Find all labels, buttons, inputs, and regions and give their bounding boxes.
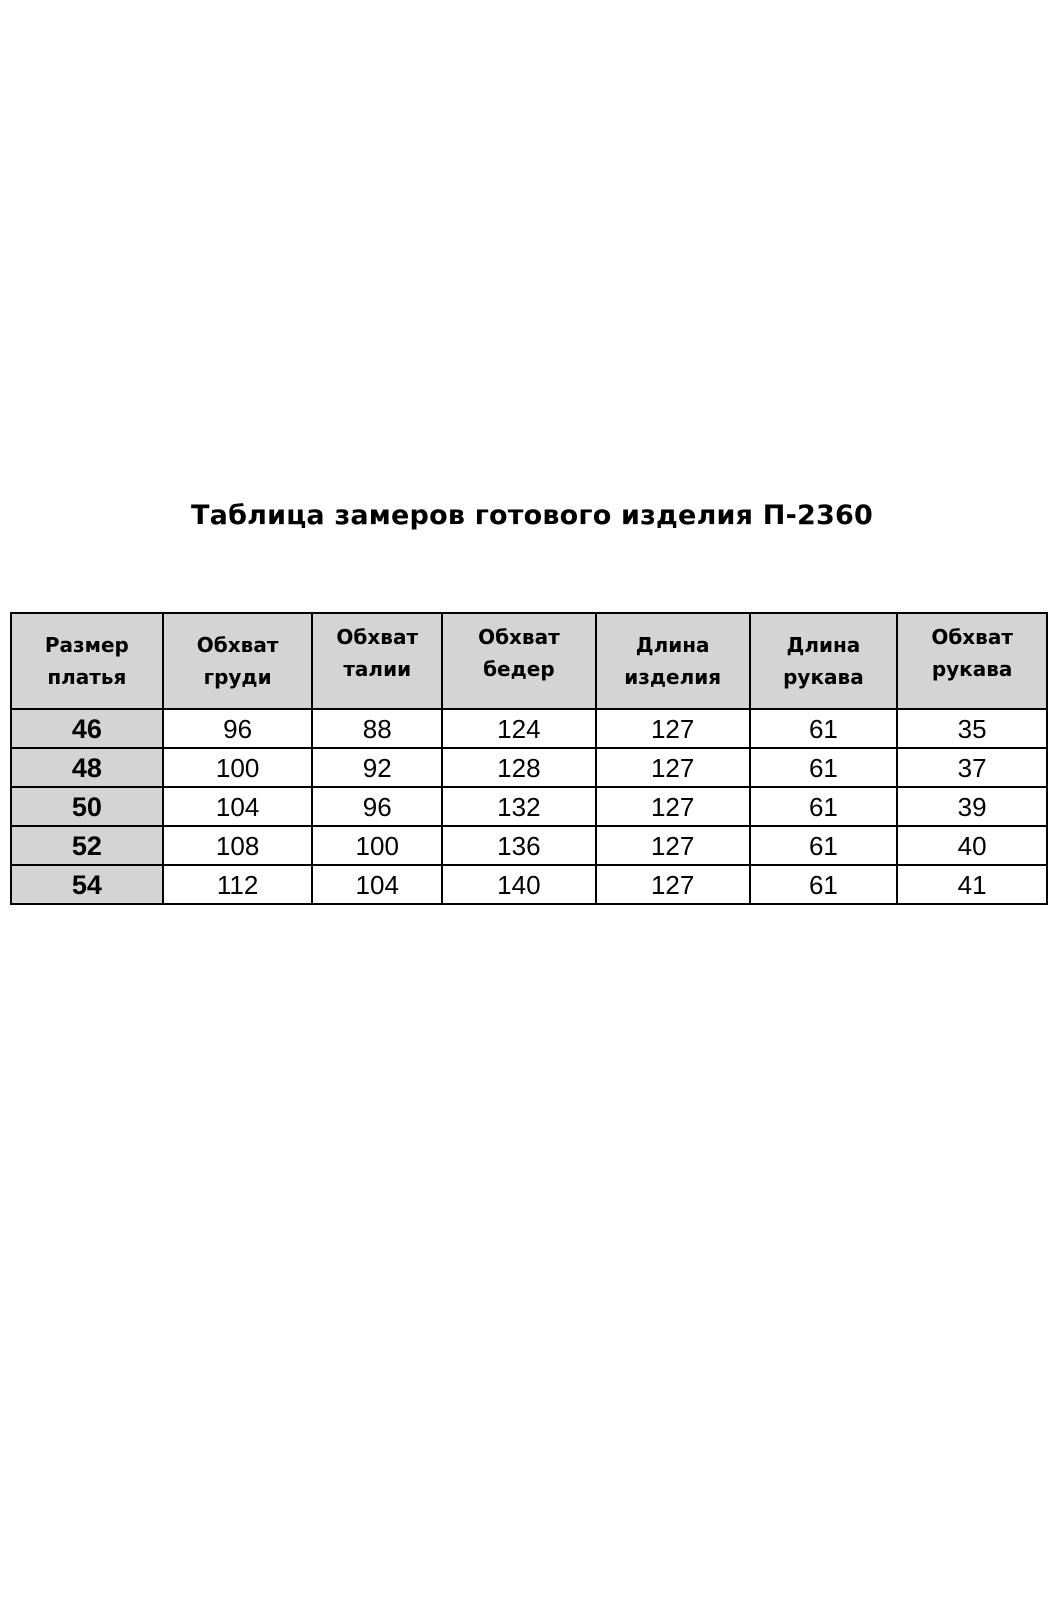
sleeve-girth-cell: 35 bbox=[897, 709, 1047, 748]
chest-cell: 108 bbox=[163, 826, 313, 865]
header-size-line1: Размер bbox=[44, 633, 129, 657]
header-sleeve-length bbox=[750, 613, 898, 709]
chest-cell: 104 bbox=[163, 787, 313, 826]
header-waist-line2: талии bbox=[343, 657, 412, 681]
table-row bbox=[11, 709, 1047, 748]
hips-cell: 124 bbox=[442, 709, 596, 748]
sleeve-girth-cell: 37 bbox=[897, 748, 1047, 787]
size-cell: 52 bbox=[11, 826, 163, 865]
header-sleeve-girth-line1: Обхват bbox=[931, 625, 1013, 649]
sleeve-girth-cell: 41 bbox=[897, 865, 1047, 904]
header-hips-line2: бедер bbox=[483, 657, 555, 681]
sleeve-girth-cell: 39 bbox=[897, 787, 1047, 826]
header-chest bbox=[163, 613, 313, 709]
table-row bbox=[11, 865, 1047, 904]
length-cell: 127 bbox=[596, 865, 750, 904]
size-table bbox=[10, 612, 1048, 905]
length-cell: 127 bbox=[596, 709, 750, 748]
table-row bbox=[11, 748, 1047, 787]
size-cell: 54 bbox=[11, 865, 163, 904]
length-cell: 127 bbox=[596, 826, 750, 865]
hips-cell: 132 bbox=[442, 787, 596, 826]
page-title: Таблица замеров готового изделия П-2360 bbox=[191, 500, 873, 531]
hips-cell: 136 bbox=[442, 826, 596, 865]
header-hips bbox=[442, 613, 596, 709]
header-length bbox=[596, 613, 750, 709]
waist-cell: 92 bbox=[312, 748, 442, 787]
header-sleeve-girth bbox=[897, 613, 1047, 709]
size-cell: 50 bbox=[11, 787, 163, 826]
size-cell: 46 bbox=[11, 709, 163, 748]
length-cell: 127 bbox=[596, 787, 750, 826]
header-size-line2: платья bbox=[47, 665, 127, 689]
table-row bbox=[11, 826, 1047, 865]
header-size bbox=[11, 613, 163, 709]
header-waist-line1: Обхват bbox=[336, 625, 419, 649]
chest-cell: 96 bbox=[163, 709, 313, 748]
header-chest-line2: груди bbox=[203, 665, 272, 689]
sleeve-length-cell: 61 bbox=[750, 709, 898, 748]
table-row bbox=[11, 787, 1047, 826]
sleeve-girth-cell: 40 bbox=[897, 826, 1047, 865]
header-hips-line1: Обхват bbox=[478, 625, 560, 649]
header-sleeve-length-line1: Длина bbox=[786, 633, 861, 657]
length-cell: 127 bbox=[596, 748, 750, 787]
waist-cell: 96 bbox=[312, 787, 442, 826]
chest-cell: 112 bbox=[163, 865, 313, 904]
waist-cell: 100 bbox=[312, 826, 442, 865]
header-sleeve-length-line2: рукава bbox=[783, 665, 864, 689]
hips-cell: 128 bbox=[442, 748, 596, 787]
waist-cell: 104 bbox=[312, 865, 442, 904]
waist-cell: 88 bbox=[312, 709, 442, 748]
header-row bbox=[11, 613, 1047, 709]
header-chest-line1: Обхват bbox=[196, 633, 279, 657]
sleeve-length-cell: 61 bbox=[750, 865, 898, 904]
header-length-line2: изделия bbox=[624, 665, 722, 689]
size-cell: 48 bbox=[11, 748, 163, 787]
sleeve-length-cell: 61 bbox=[750, 787, 898, 826]
header-length-line1: Длина bbox=[635, 633, 710, 657]
hips-cell: 140 bbox=[442, 865, 596, 904]
header-sleeve-girth-line2: рукава bbox=[931, 657, 1013, 681]
sleeve-length-cell: 61 bbox=[750, 826, 898, 865]
chest-cell: 100 bbox=[163, 748, 313, 787]
header-waist bbox=[312, 613, 442, 709]
sleeve-length-cell: 61 bbox=[750, 748, 898, 787]
